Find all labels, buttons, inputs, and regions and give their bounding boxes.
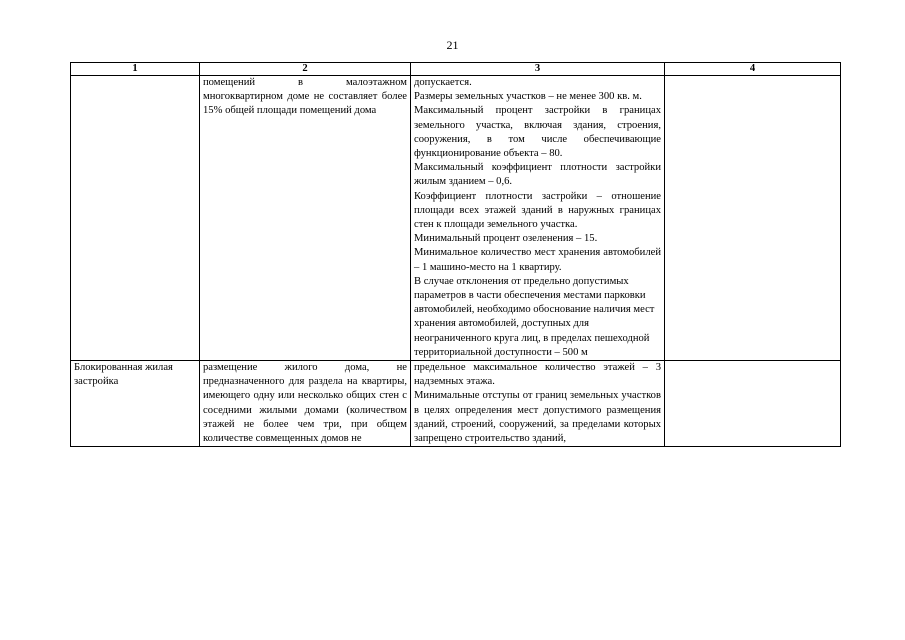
row1-param-density-ratio: Максимальный коэффициент плотности застройки жилым зданием – 0,6.	[414, 162, 661, 188]
row1-param-max-coverage: Максимальный процент застройки в границах земельного участка, включая здания, строения, сооружения, в том числе обеспечивающие функционирование объекта – 80.	[414, 105, 661, 160]
row2-use-description: размещение жилого дома, не предназначенного для раздела на квартиры, имеющего одну или несколько общих стен с соседними жилыми домами (количеством этажей не более чем три, при общем количестве совмещенных домов не	[200, 361, 411, 447]
row1-param-parking: Минимальное количество мест хранения автомобилей – 1 машино-место на 1 квартиру.	[414, 247, 661, 273]
row2-param-floors: предельное максимальное количество этажей – 3 надземных этажа.	[414, 362, 661, 388]
column-header-4: 4	[665, 63, 841, 76]
column-header-3: 3	[411, 63, 665, 76]
row1-parameters	[411, 76, 665, 361]
row1-restrictions	[665, 76, 841, 361]
row1-param-density-definition: Коэффициент плотности застройки – отношение площади всех этажей зданий в наружных границах стен к площади земельного участка.	[414, 190, 661, 231]
row2-use-type: Блокированная жилая застройка	[71, 361, 200, 447]
column-header-1: 1	[71, 63, 200, 76]
row1-param-allowed: допускается.	[414, 77, 472, 88]
row2-restrictions	[665, 361, 841, 447]
row1-param-greening: Минимальный процент озеленения – 15.	[414, 233, 598, 245]
row1-param-parking-deviation: В случае отклонения от предельно допустимых параметров в части обеспечения местами парковки автомобилей, необходимо обоснование наличия мест хранения автомобилей, доступных для неограниченного круга лиц, в пределах пешеходной территориальной доступности – 500 м	[414, 275, 655, 358]
column-header-2: 2	[200, 63, 411, 76]
row2-param-setbacks: Минимальные отступы от границ земельных участков в целях определения мест допустимого размещения зданий, строений, сооружений, за пределами которых запрещено строительство зданий,	[414, 390, 661, 445]
table-row	[71, 76, 841, 361]
table-header-row	[71, 63, 841, 76]
row1-use-description: помещений в малоэтажном многоквартирном доме не составляет более 15% общей площади помещений дома	[200, 76, 411, 361]
table-row	[71, 361, 841, 447]
regulations-table	[70, 62, 841, 447]
row1-param-plot-size: Размеры земельных участков – не менее 300 кв. м.	[414, 91, 642, 103]
row2-parameters	[411, 361, 665, 447]
page-number: 21	[446, 38, 459, 52]
row1-use-type	[71, 76, 200, 361]
